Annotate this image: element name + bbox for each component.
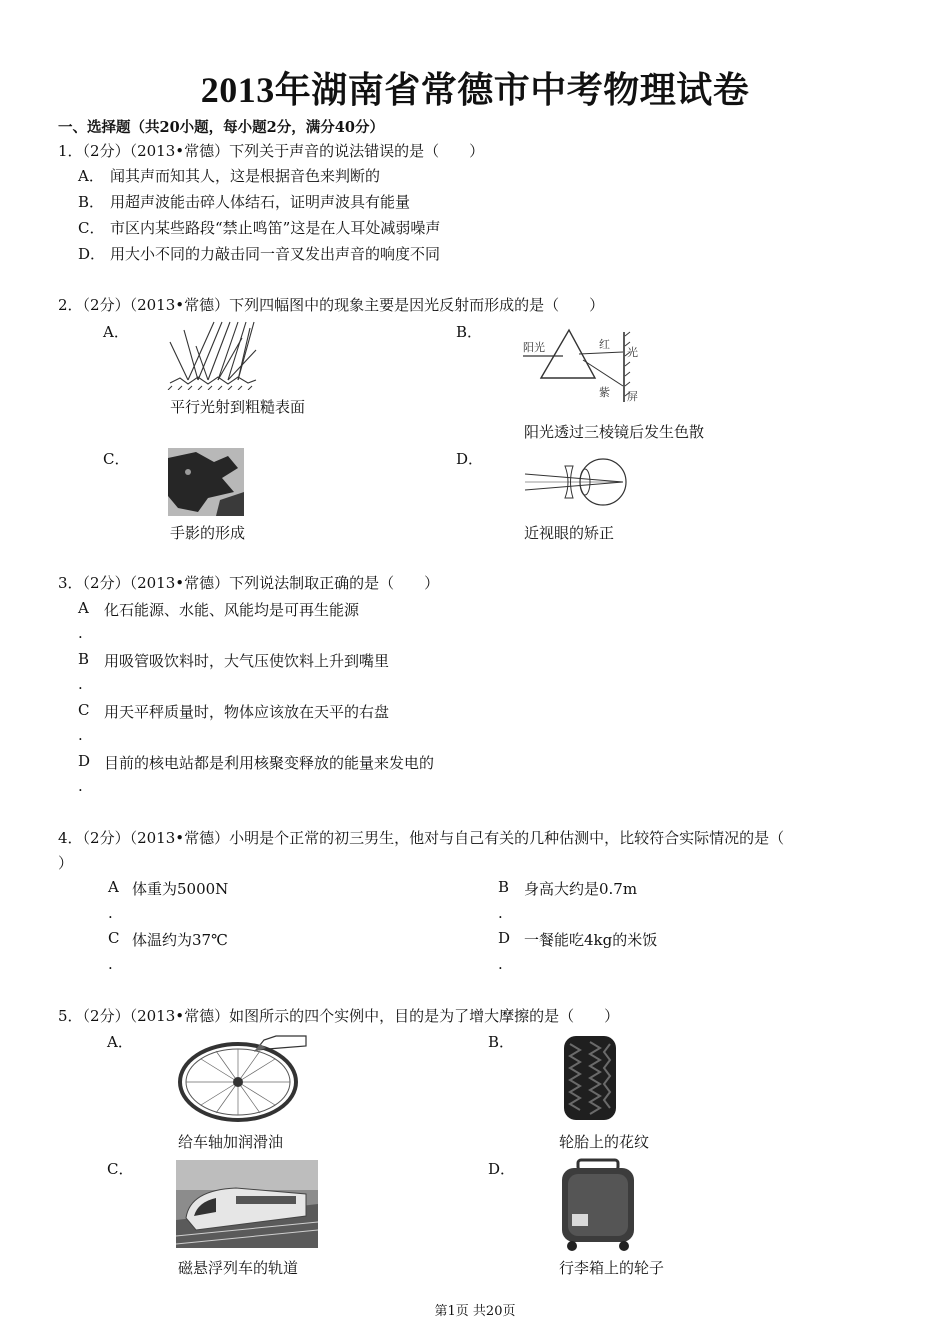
q5-option-b-caption: 轮胎上的花纹	[559, 1133, 650, 1151]
prism-label-violet: 紫	[599, 387, 610, 399]
q4-option-c-text: 体温约为37℃	[132, 931, 228, 949]
q3-option-d-text: 目前的核电站都是利用核聚变释放的能量来发电的	[104, 754, 435, 772]
q1-option-b-text: 用超声波能击碎人体结石，证明声波具有能量	[110, 193, 411, 211]
prism-label-sunlight: 阳光	[523, 342, 545, 354]
section-heading: 一、选择题（共20小题，每小题2分，满分40分）	[58, 119, 384, 136]
q4-option-a-dot: .	[108, 904, 113, 922]
bicycle-wheel-oil-figure	[176, 1032, 308, 1124]
q1-option-d-letter: D．	[78, 245, 106, 263]
q3-option-b-text: 用吸管吸饮料时，大气压使饮料上升到嘴里	[104, 652, 390, 670]
q3-option-a-dot: .	[78, 624, 83, 642]
page-footer: 第1页 共20页	[434, 1304, 516, 1319]
tire-tread-photo	[560, 1034, 620, 1122]
q2-option-c-letter: C．	[103, 450, 130, 468]
hand-shadow-photo	[168, 448, 244, 516]
q2-option-b-caption: 阳光透过三棱镜后发生色散	[524, 423, 705, 441]
question-3-stem: 3．（2分）（2013•常德）下列说法制取正确的是（ ）	[58, 574, 440, 592]
q2-option-a-letter: A．	[103, 323, 129, 341]
q2-option-a-caption: 平行光射到粗糙表面	[170, 398, 306, 416]
q5-option-b-letter: B．	[488, 1033, 515, 1051]
q1-option-c-text: 市区内某些路段“禁止鸣笛”这是在人耳处减弱噪声	[110, 219, 441, 237]
q3-option-c-letter: C	[78, 701, 90, 719]
q3-option-b-dot: .	[78, 675, 83, 693]
q3-option-a-letter: A	[78, 599, 89, 617]
q1-option-a-letter: A．	[78, 167, 104, 185]
page-title: 2013年湖南省常德市中考物理试卷	[200, 70, 750, 110]
q2-option-b-letter: B．	[456, 323, 483, 341]
q4-option-a-letter: A	[108, 878, 119, 896]
q3-option-d-dot: .	[78, 777, 83, 795]
prism-label-light: 光	[627, 347, 638, 359]
myopia-correction-figure	[523, 452, 627, 512]
q5-option-d-caption: 行李箱上的轮子	[559, 1259, 665, 1277]
question-4-stem: 4．（2分）（2013•常德）小明是个正常的初三男生，他对与自己有关的几种估测中，比较符合实际情况的是（	[58, 829, 785, 847]
q5-option-d-letter: D．	[488, 1160, 516, 1178]
q3-option-c-dot: .	[78, 726, 83, 744]
q4-option-b-letter: B	[498, 878, 510, 896]
q5-option-c-caption: 磁悬浮列车的轨道	[178, 1259, 299, 1277]
q1-option-c-letter: C．	[78, 219, 105, 237]
q4-option-b-text: 身高大约是0.7m	[524, 880, 638, 898]
q5-option-a-caption: 给车轴加润滑油	[178, 1133, 284, 1151]
question-1-stem: 1．（2分）（2013•常德）下列关于声音的说法错误的是（ ）	[58, 142, 485, 160]
q1-option-b-letter: B．	[78, 193, 105, 211]
q1-option-d-text: 用大小不同的力敲击同一音叉发出声音的响度不同	[110, 245, 441, 263]
q5-option-c-letter: C．	[107, 1160, 134, 1178]
q4-option-b-dot: .	[498, 904, 503, 922]
prism-label-red: 红	[599, 339, 610, 351]
q3-option-b-letter: B	[78, 650, 90, 668]
prism-dispersion-figure	[521, 324, 641, 408]
question-2-stem: 2．（2分）（2013•常德）下列四幅图中的现象主要是因光反射而形成的是（ ）	[58, 296, 605, 314]
q4-option-d-text: 一餐能吃4kg的米饭	[524, 931, 658, 949]
question-5-stem: 5．（2分）（2013•常德）如图所示的四个实例中，目的是为了增大摩擦的是（ ）	[58, 1007, 620, 1025]
q4-option-c-dot: .	[108, 955, 113, 973]
q3-option-a-text: 化石能源、水能、风能均是可再生能源	[104, 601, 360, 619]
q4-option-d-letter: D	[498, 929, 511, 947]
q3-option-c-text: 用天平秤质量时，物体应该放在天平的右盘	[104, 703, 390, 721]
q3-option-d-letter: D	[78, 752, 91, 770]
q1-option-a-text: 闻其声而知其人，这是根据音色来判断的	[110, 167, 381, 185]
q2-option-c-caption: 手影的形成	[170, 524, 246, 542]
maglev-train-photo	[176, 1160, 318, 1248]
q2-option-d-caption: 近视眼的矫正	[524, 524, 615, 542]
q4-option-a-text: 体重为5000N	[132, 880, 229, 898]
question-4-stem-cont: ）	[58, 854, 74, 872]
q5-option-a-letter: A．	[107, 1033, 133, 1051]
luggage-wheels-photo	[558, 1158, 638, 1252]
parallel-rays-rough-surface-figure	[166, 320, 260, 390]
q4-option-d-dot: .	[498, 955, 503, 973]
q2-option-d-letter: D．	[456, 450, 484, 468]
q4-option-c-letter: C	[108, 929, 120, 947]
prism-label-screen: 屏	[627, 391, 638, 403]
